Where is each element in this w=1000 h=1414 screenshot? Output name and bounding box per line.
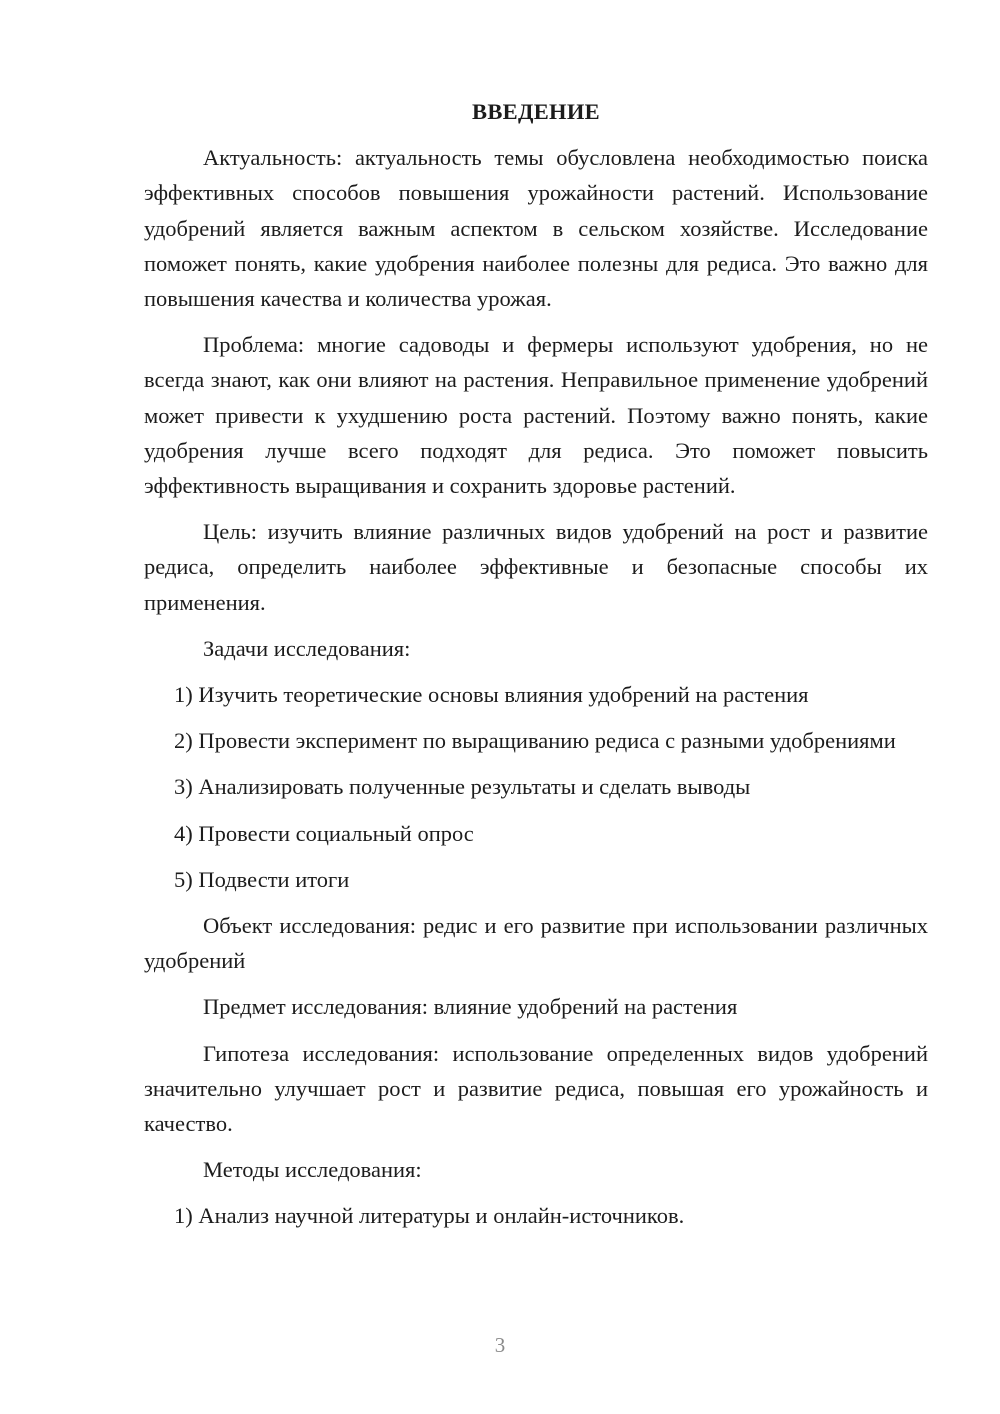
task-item-5: 5) Подвести итоги — [174, 866, 350, 892]
task-item-4: 4) Провести социальный опрос — [174, 820, 474, 846]
methods-heading: Методы исследования: — [203, 1157, 422, 1183]
page-number: 3 — [494, 1333, 506, 1357]
paragraph-subject: Предмет исследования: влияние удобрений на растения — [203, 994, 738, 1020]
paragraph-relevance: Актуальность: актуальность темы обусловлена необходимостью поиска эффективных способов повышения урожайности растений. Использование удобрений является важным аспектом в сельском хозяйстве. Исследование поможет понять, какие удобрения наиболее полезны для редиса. Это важно для повышения качества и количества урожая. — [144, 145, 928, 312]
document-page — [144, 94, 928, 1245]
paragraph-object: Объект исследования: редис и его развитие при использовании различных удобрений — [144, 913, 928, 974]
method-item-1: 1) Анализ научной литературы и онлайн-источников. — [174, 1203, 685, 1229]
paragraph-hypothesis: Гипотеза исследования: использование определенных видов удобрений значительно улучшает рост и развитие редиса, повышая его урожайность и качество. — [144, 1040, 928, 1137]
task-item-3: 3) Анализировать полученные результаты и сделать выводы — [174, 774, 751, 800]
tasks-heading: Задачи исследования: — [203, 635, 411, 661]
page-title: ВВЕДЕНИЕ — [472, 99, 600, 124]
task-item-1: 1) Изучить теоретические основы влияния удобрений на растения — [174, 682, 809, 708]
paragraph-problem: Проблема: многие садоводы и фермеры используют удобрения, но не всегда знают, как они влияют на растения. Неправильное применение удобрений может привести к ухудшению роста растений. Поэтому важно понять, какие удобрения лучше всего подходят для редиса. Это поможет повысить эффективность выращивания и сохранить здоровье растений. — [144, 332, 928, 499]
paragraph-goal: Цель: изучить влияние различных видов удобрений на рост и развитие редиса, определить наиболее эффективные и безопасные способы их применения. — [144, 519, 928, 615]
task-item-2: 2) Провести эксперимент по выращиванию редиса с разными удобрениями — [174, 728, 896, 754]
